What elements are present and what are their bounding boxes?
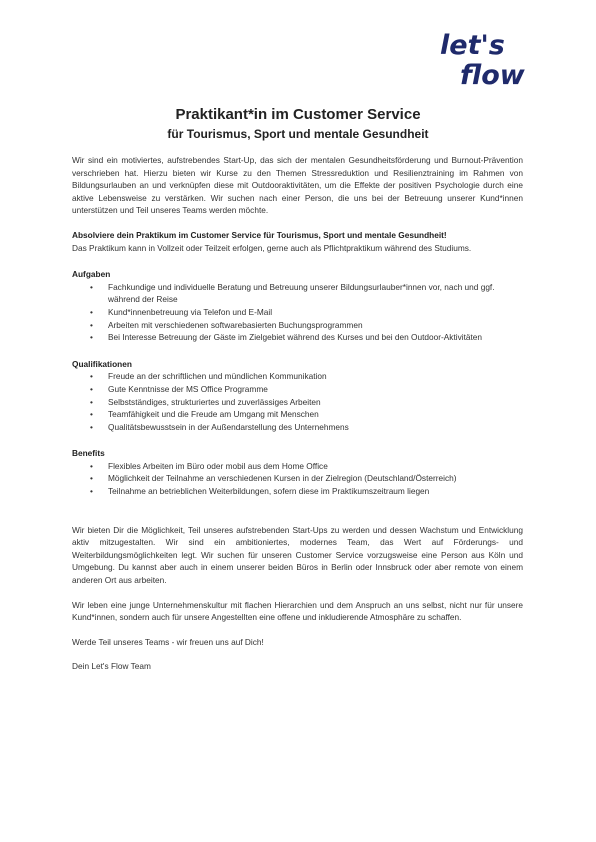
callout-text: Das Praktikum kann in Vollzeit oder Teilzeit erfolgen, gerne auch als Pflichtpraktikum während des Studiums. bbox=[72, 242, 472, 253]
list-item: • Möglichkeit der Teilnahme an verschiedenen Kursen in der Zielregion (Deutschland/Österreich) bbox=[72, 472, 523, 485]
closing-paragraph-1: Wir bieten Dir die Möglichkeit, Teil unseres aufstrebenden Start-Ups zu werden und dessen Wachstum und Entwicklung aktiv mitzugestalten. Wir sind ein ambitioniertes, modernes Team, das Wert auf Förderungs- und Weiterbildungsmöglichkeiten legt. Wir suchen für unseren Customer Service vorzugsweise eine Person aus Köln und Umgebung. Du kannst aber auch in einem unserer beiden Büros in Berlin oder Innsbruck oder aber remote von einem anderen Ort aus arbeiten. bbox=[72, 524, 523, 586]
list-item: • Teamfähigkeit und die Freude am Umgang mit Menschen bbox=[72, 408, 523, 421]
list-item: • Teilnahme an betrieblichen Weiterbildungen, sofern diese im Praktikumszeitraum liegen bbox=[72, 485, 523, 498]
benefits-list bbox=[72, 460, 523, 498]
document-body bbox=[72, 154, 523, 673]
section-heading-benefits: Benefits bbox=[72, 448, 105, 459]
list-item: • Gute Kenntnisse der MS Office Programme bbox=[72, 383, 523, 396]
list-item: • Arbeiten mit verschiedenen softwarebasierten Buchungsprogrammen bbox=[72, 319, 523, 332]
intro-paragraph: Wir sind ein motiviertes, aufstrebendes Start-Up, das sich der mentalen Gesundheitsförderung und Burnout-Prävention verschrieben hat. Hierzu bieten wir Kurse zu den Themen Stressreduktion und Resilienztraining im Rahmen von Bildungsurlauben an und verknüpfen diese mit Outdooraktivitäten, um die Effekte der positiven Psychologie durch eine aktive Lebensweise zu verstärken. Wir suchen nach einer Person, die uns bei der Betreuung unserer Kund*innen unterstützen und Teil unseres Teams werden möchte. bbox=[72, 155, 523, 216]
list-item: • Kund*innenbetreuung via Telefon und E-Mail bbox=[72, 306, 523, 319]
logo-line-2: flow bbox=[460, 60, 525, 91]
call-to-action: Werde Teil unseres Teams - wir freuen uns auf Dich! bbox=[72, 636, 264, 647]
lets-flow-logo bbox=[436, 28, 536, 98]
aufgaben-list bbox=[72, 281, 523, 344]
signature: Dein Let's Flow Team bbox=[72, 661, 151, 672]
list-item: • Qualitätsbewusstsein in der Außendarstellung des Unternehmens bbox=[72, 421, 523, 434]
section-heading-qualifikationen: Qualifikationen bbox=[72, 358, 132, 369]
callout-heading: Absolviere dein Praktikum im Customer Service für Tourismus, Sport und mentale Gesundheit! bbox=[72, 229, 447, 240]
page-subtitle: für Tourismus, Sport und mentale Gesundheit bbox=[167, 127, 429, 141]
closing-paragraph-2: Wir leben eine junge Unternehmenskultur mit flachen Hierarchien und dem Anspruch an uns selbst, nicht nur für unsere Kund*innen, sondern auch für unsere Angestellten eine offene und inkludierende Atmosphäre zu schaffen. bbox=[72, 599, 523, 623]
list-item: • Bei Interesse Betreuung der Gäste im Zielgebiet während des Kurses und bei den Outdoor-Aktivitäten bbox=[72, 331, 523, 344]
logo-line-1: let's bbox=[440, 30, 505, 61]
page-title: Praktikant*in im Customer Service bbox=[175, 106, 421, 123]
list-item: • Freude an der schriftlichen und mündlichen Kommunikation bbox=[72, 370, 523, 383]
list-item: • Selbstständiges, strukturiertes und zuverlässiges Arbeiten bbox=[72, 396, 523, 409]
section-heading-aufgaben: Aufgaben bbox=[72, 269, 111, 280]
list-item: • Fachkundige und individuelle Beratung und Betreuung unserer Bildungsurlauber*innen vor, nach und ggf. während der Reise bbox=[72, 281, 523, 306]
list-item: • Flexibles Arbeiten im Büro oder mobil aus dem Home Office bbox=[72, 460, 523, 473]
qualifikationen-list bbox=[72, 370, 523, 433]
